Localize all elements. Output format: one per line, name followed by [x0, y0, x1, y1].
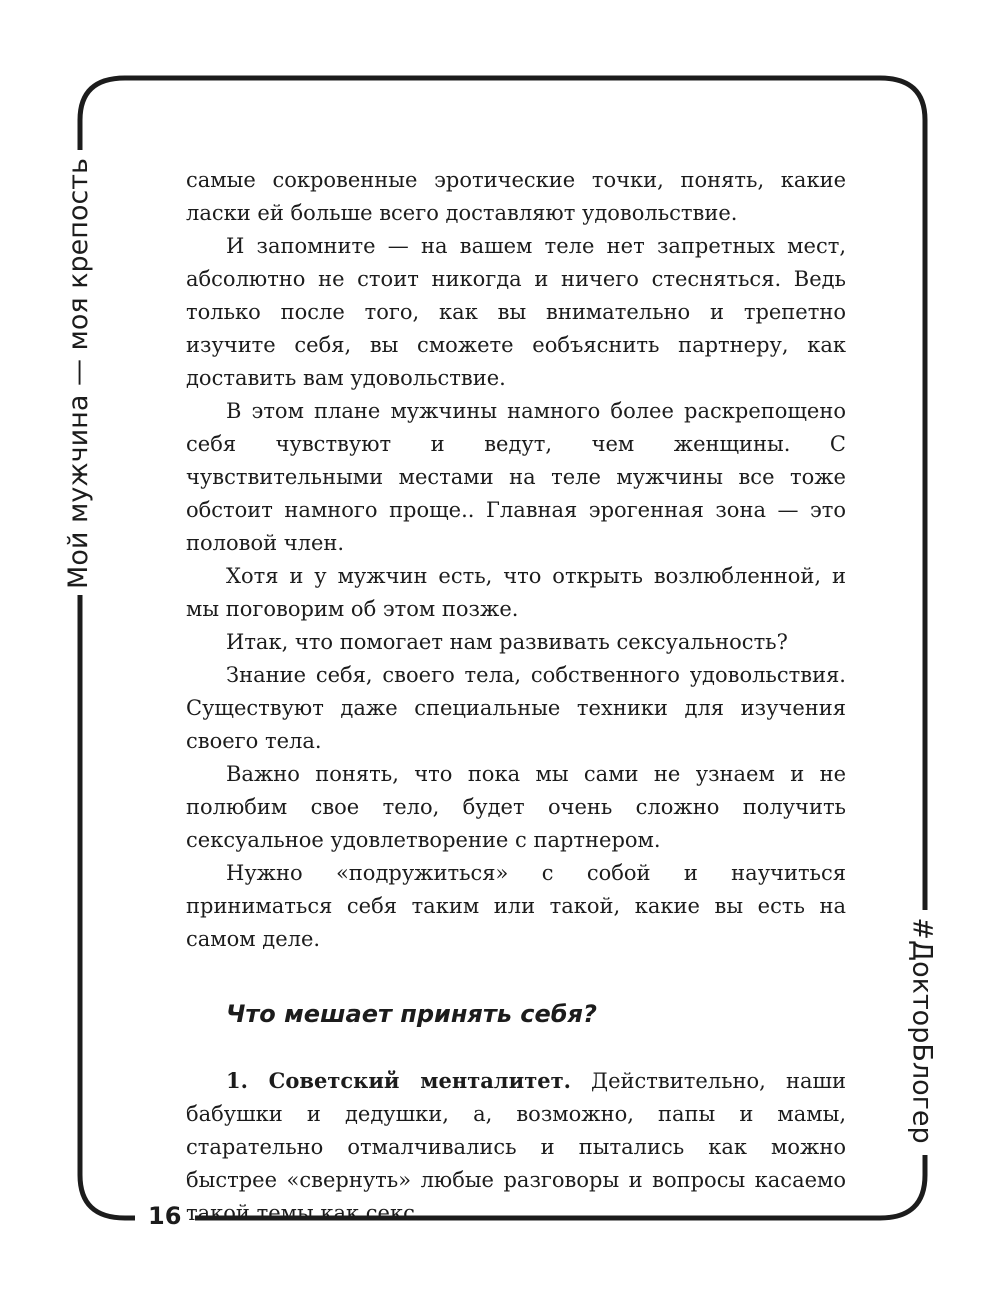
hashtag-text: #ДокторБлогер [906, 916, 938, 1144]
section-heading: Что мешает принять себя? [226, 1000, 597, 1028]
hashtag-label [902, 912, 942, 1148]
paragraph: И запомните — на вашем теле нет запретных мест, абсолютно не стоит никогда и ничего стесняться. Ведь только после того, как вы внимательно и трепетно изучите себя, вы сможете еобъяснить партнеру, как доставить вам удовольствие. [186, 234, 846, 390]
page-body [186, 164, 846, 1230]
page-number: 16 [148, 1202, 182, 1230]
paragraph: Знание себя, своего тела, собственного удовольствия. Существуют даже специальные техники для изучения своего тела. [186, 663, 846, 753]
running-header [58, 158, 98, 588]
running-header-text: Мой мужчина — моя крепость [62, 157, 94, 589]
paragraph: В этом плане мужчины намного более раскрепощено себя чувствуют и ведут, чем женщины. С чувствительными местами на теле мужчины все тоже обстоит намного проще.. Главная эрогенная зона — это половой член. [186, 399, 846, 555]
list-item-lead: 1. Советский менталитет. [226, 1068, 571, 1093]
paragraph: Итак, что помогает нам развивать сексуальность? [226, 630, 788, 654]
paragraph: Важно понять, что пока мы сами не узнаем и не полюбим свое тело, будет очень сложно получить сексуальное удовлетворение с партнером. [186, 762, 846, 852]
list-item [186, 1064, 846, 1230]
paragraph: Хотя и у мужчин есть, что открыть возлюбленной, и мы поговорим об этом позже. [186, 564, 846, 621]
list-item-text: Действительно, наши бабушки и дедушки, а, возможно, папы и мамы, старательно отмалчивались и пытались как можно быстрее «свернуть» любые разговоры и вопросы касаемо такой темы как секс. [186, 1069, 846, 1225]
paragraph: самые сокровенные эротические точки, понять, какие ласки ей больше всего доставляют удовольствие. [186, 168, 846, 225]
paragraph: Нужно «подружиться» с собой и научиться приниматься себя таким или такой, какие вы есть на самом деле. [186, 861, 846, 951]
